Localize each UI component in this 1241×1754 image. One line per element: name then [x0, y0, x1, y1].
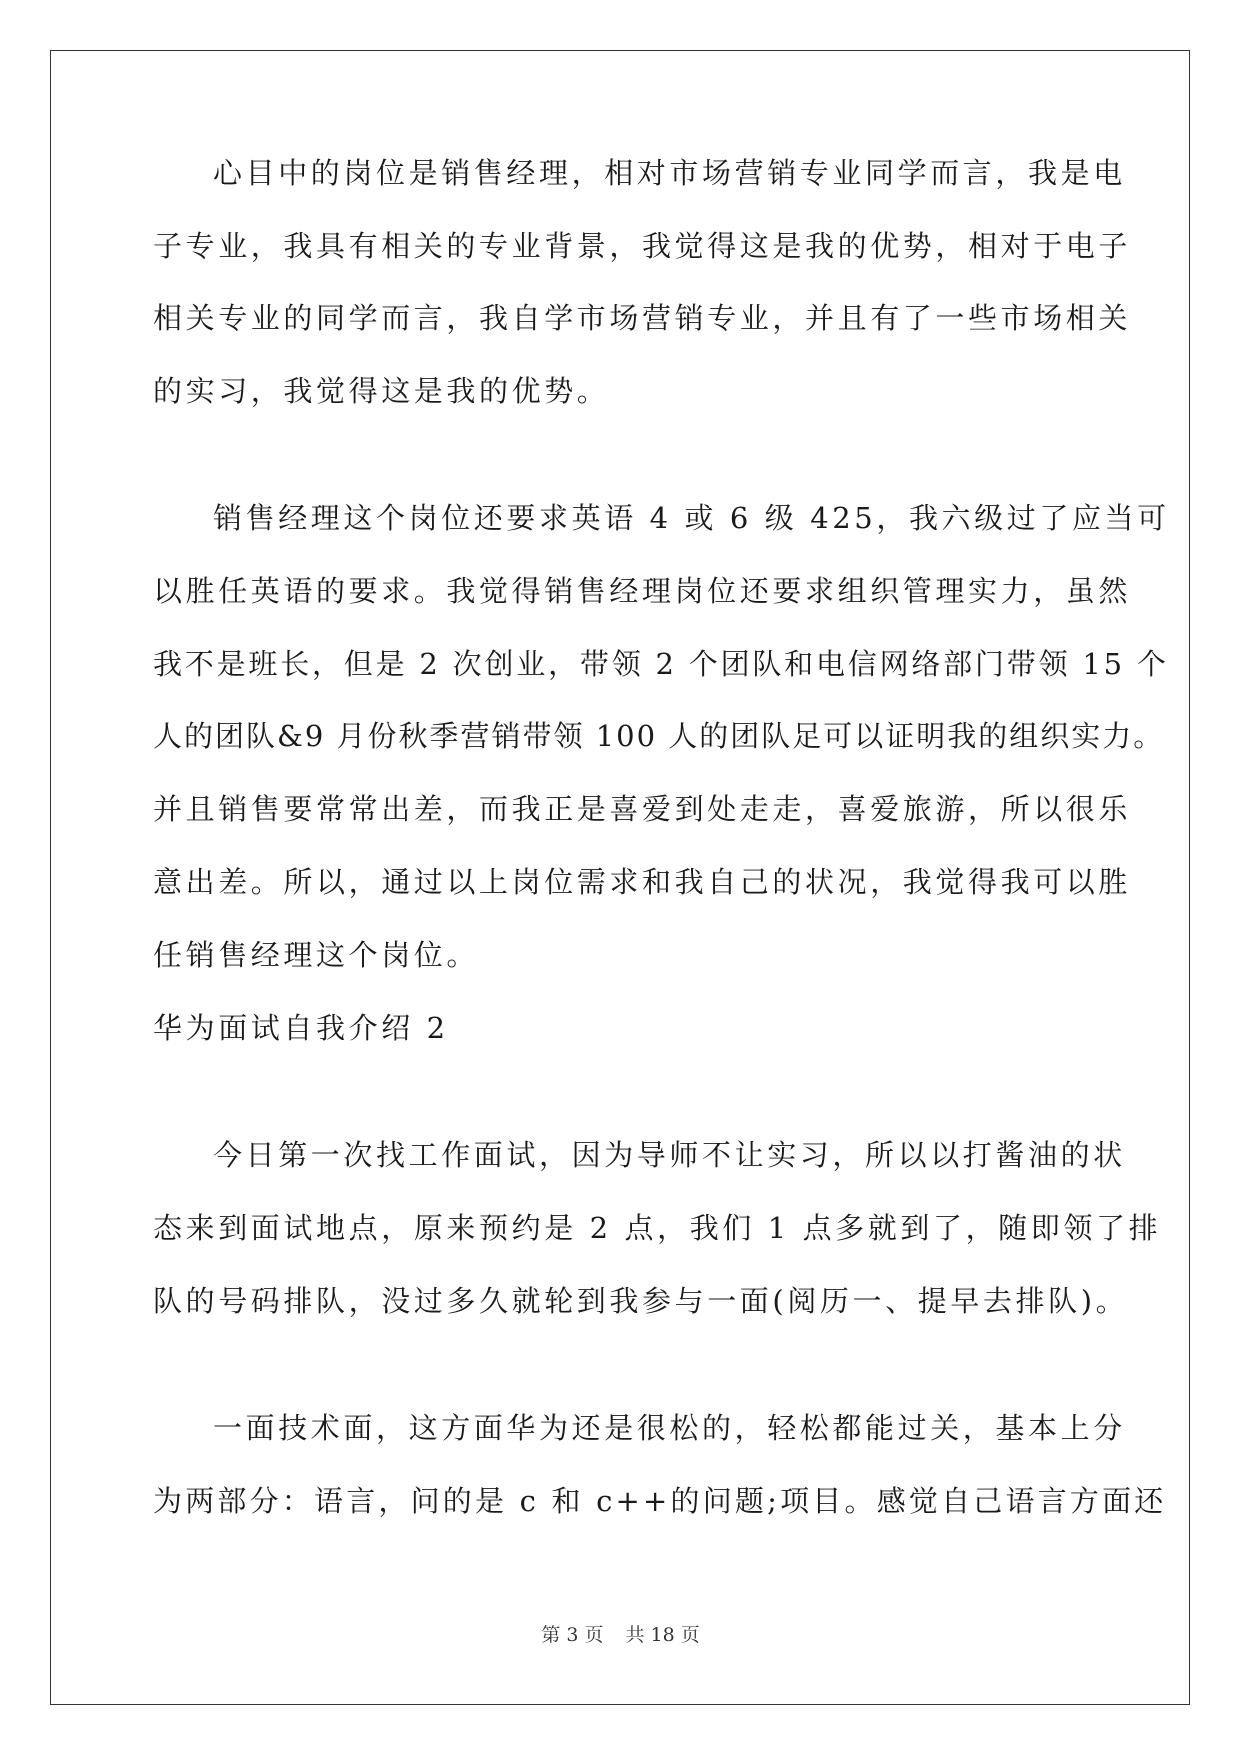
- paragraph-line: 销售经理这个岗位还要求英语 4 或 6 级 425，我六级过了应当可: [213, 501, 1170, 535]
- page-footer: [0, 1620, 1241, 1647]
- paragraph-line: 相关专业的同学而言，我自学市场营销专业，并且有了一些市场相关: [153, 301, 1132, 335]
- paragraph-line: 一面技术面，这方面华为还是很松的，轻松都能过关，基本上分: [213, 1411, 1126, 1445]
- paragraph-line: 今日第一次找工作面试，因为导师不让实习，所以以打酱油的状: [213, 1138, 1126, 1172]
- section-heading: 华为面试自我介绍 2: [153, 1011, 449, 1045]
- paragraph-line: 的实习，我觉得这是我的优势。: [153, 374, 610, 408]
- paragraph-line: 态来到面试地点，原来预约是 2 点，我们 1 点多就到了，随即领了排: [153, 1211, 1162, 1245]
- paragraph-line: 以胜任英语的要求。我觉得销售经理岗位还要求组织管理实力，虽然: [153, 574, 1132, 608]
- page-total: 共 18 页: [625, 1624, 700, 1646]
- page-number: 第 3 页: [541, 1624, 604, 1646]
- paragraph-line: 并且销售要常常出差，而我正是喜爱到处走走，喜爱旅游，所以很乐: [153, 792, 1132, 826]
- paragraph-line: 为两部分：语言，问的是 c 和 c++的问题;项目。感觉自己语言方面还: [153, 1484, 1167, 1518]
- paragraph-line: 意出差。所以，通过以上岗位需求和我自己的状况，我觉得我可以胜: [153, 865, 1132, 899]
- paragraph-line: 心目中的岗位是销售经理，相对市场营销专业同学而言，我是电: [213, 156, 1126, 190]
- paragraph-line: 子专业，我具有相关的专业背景，我觉得这是我的优势，相对于电子: [153, 229, 1132, 263]
- paragraph-line: 人的团队&9 月份秋季营销带领 100 人的团队足可以证明我的组织实力。: [153, 719, 1165, 753]
- paragraph-line: 我不是班长，但是 2 次创业，带领 2 个团队和电信网络部门带领 15 个: [153, 647, 1169, 681]
- paragraph-line: 任销售经理这个岗位。: [153, 938, 480, 972]
- paragraph-line: 队的号码排队，没过多久就轮到我参与一面(阅历一、提早去排队)。: [153, 1284, 1129, 1318]
